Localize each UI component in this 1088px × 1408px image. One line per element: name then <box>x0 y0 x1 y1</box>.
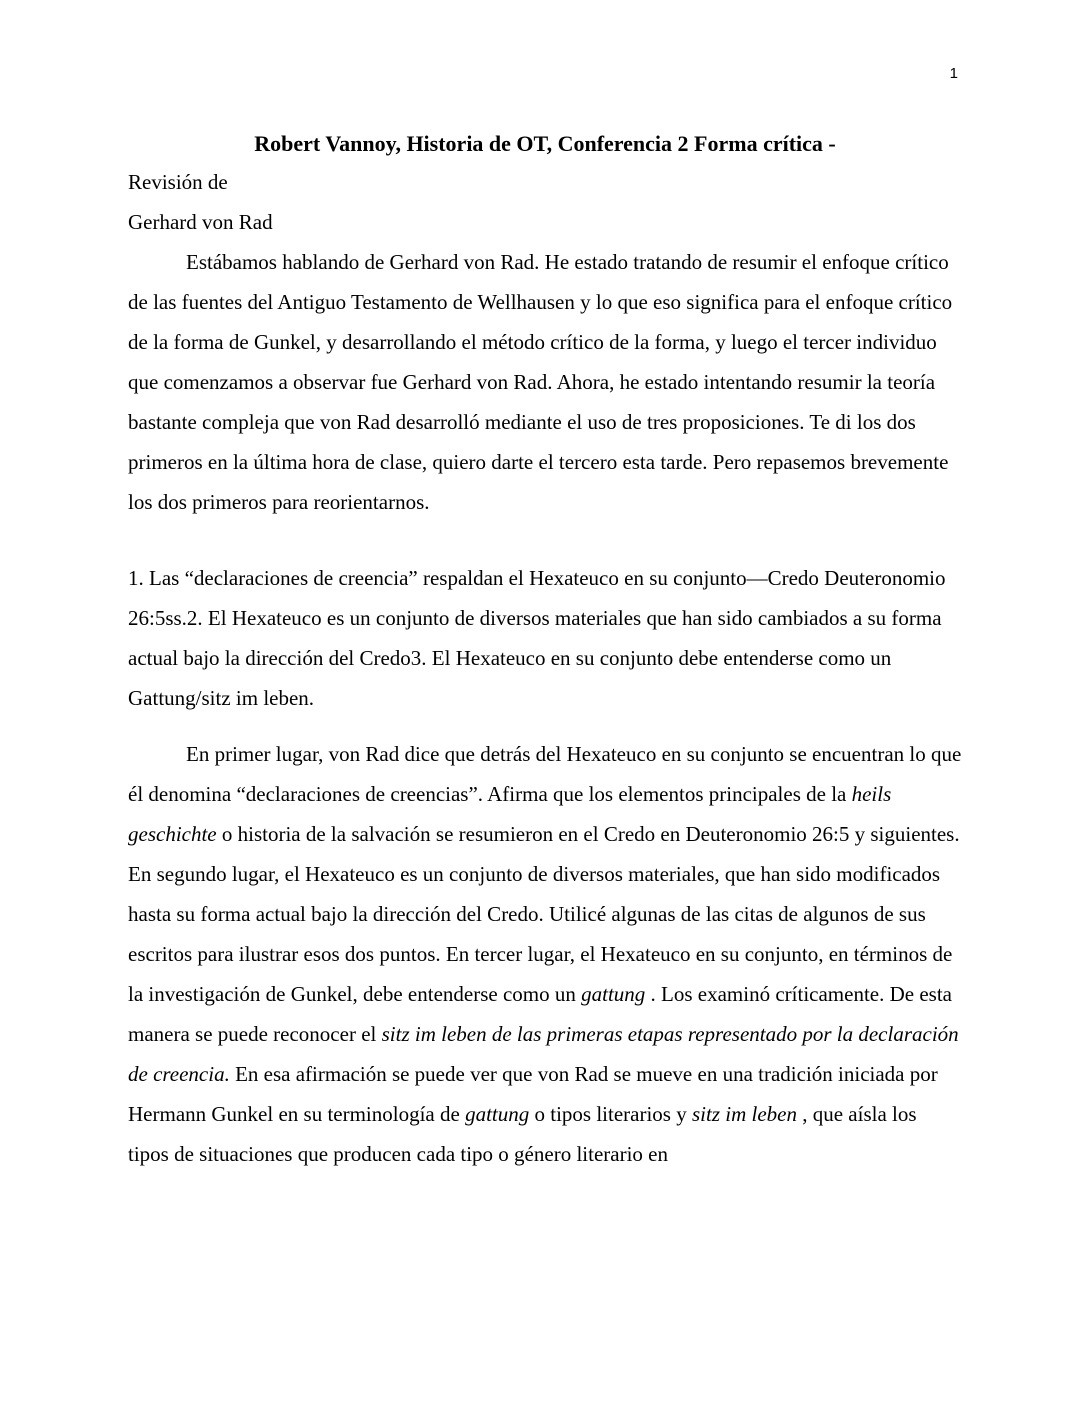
italic-term-sitz-im-leben: sitz im leben <box>691 1102 797 1126</box>
italic-term-gattung: gattung <box>465 1102 530 1126</box>
italic-term-gattung: gattung <box>581 982 646 1006</box>
italic-term-heils-geschichte: heils geschichte <box>128 782 892 846</box>
paragraph-intro: Estábamos hablando de Gerhard von Rad. He estado tratando de resumir el enfoque crítico de las fuentes del Antiguo Testamento de Wellhausen y lo que eso significa para el enfoque crítico de la forma de Gunkel, y desarrollando el método crítico de la forma, y luego el tercer individuo que comenzamos a observar fue Gerhard von Rad. Ahora, he estado intentando resumir la teoría bastante compleja que von Rad desarrolló mediante el uso de tres proposiciones. Te di los dos primeros en la última hora de clase, quiero darte el tercero esta tarde. Pero repasemos brevemente los dos primeros para reorientarnos. <box>128 250 953 514</box>
document-body <box>128 126 962 1174</box>
text-segment: o tipos literarios y <box>529 1102 692 1126</box>
paragraph-propositions: 1. Las “declaraciones de creencia” respaldan el Hexateuco en su conjunto—Credo Deuteronomio 26:5ss.2. El Hexateuco es un conjunto de diversos materiales que han sido cambiados a su forma actual bajo la dirección del Credo3. El Hexateuco en su conjunto debe entenderse como un Gattung/sitz im leben. <box>128 566 946 710</box>
page-number: 1 <box>949 65 958 82</box>
spacer <box>128 718 962 734</box>
text-segment: . Los examinó críticamente. De esta manera se puede reconocer el <box>128 982 952 1046</box>
subtitle-line-1: Revisión de <box>128 170 228 194</box>
text-segment: En esa afirmación se puede ver que von Rad se mueve en una tradición iniciada por Hermann Gunkel en su terminología de <box>128 1062 938 1126</box>
document-title: Robert Vannoy, Historia de OT, Conferencia 2 Forma crítica - <box>254 131 836 156</box>
spacer <box>128 522 962 558</box>
subtitle-line-2: Gerhard von Rad <box>128 210 273 234</box>
paragraph-explanation <box>128 734 962 1174</box>
text-segment: En primer lugar, von Rad dice que detrás del Hexateuco en su conjunto se encuentran lo que él denomina “declaraciones de creencias”. Afirma que los elementos principales de la <box>128 742 962 806</box>
text-segment: o historia de la salvación se resumieron en el Credo en Deuteronomio 26:5 y siguientes. En segundo lugar, el Hexateuco es un conjunto de diversos materiales, que han sido modificados hasta su forma actual bajo la dirección del Credo. Utilicé algunas de las citas de algunos de sus escritos para ilustrar esos dos puntos. En tercer lugar, el Hexateuco en su conjunto, en términos de la investigación de Gunkel, debe entenderse como un <box>128 822 960 1006</box>
text-segment: , que aísla los tipos de situaciones que producen cada tipo o género literario en <box>128 1102 917 1166</box>
italic-phrase-sitz-im-leben: sitz im leben de las primeras etapas representado por la declaración de creencia. <box>128 1022 959 1086</box>
